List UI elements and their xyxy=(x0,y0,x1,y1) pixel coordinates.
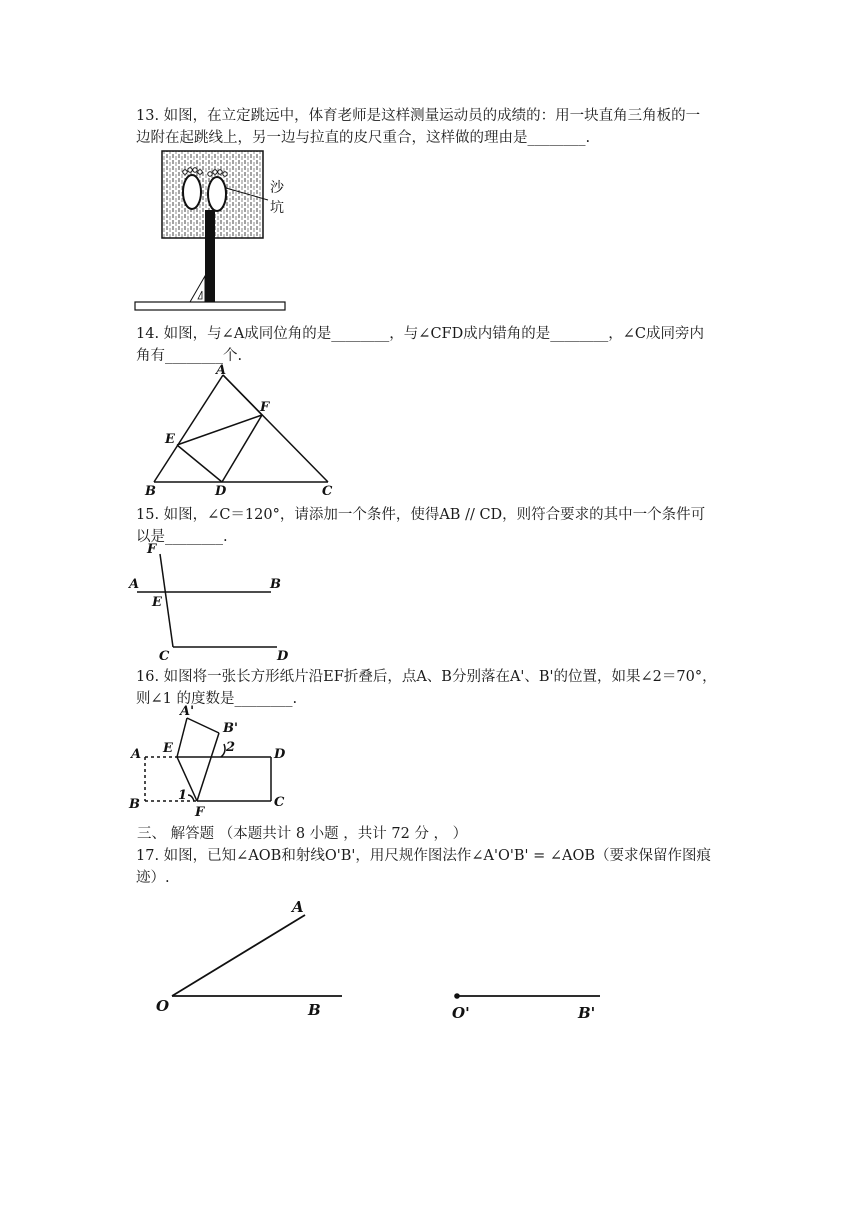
point-B-label: B xyxy=(145,484,156,499)
q16-folded-paper-figure xyxy=(125,700,305,824)
point-A-label: A xyxy=(129,577,140,592)
point-C-label: C xyxy=(159,649,170,664)
q16-text-line1: 16. 如图将一张长方形纸片沿EF折叠后，点A、B分别落在A'、B'的位置，如果∠2＝70°， xyxy=(136,669,717,685)
point-F-label: F xyxy=(147,542,157,557)
point-A-label: A xyxy=(216,363,227,378)
angle-1-label: 1 xyxy=(178,788,188,803)
point-B-label: B xyxy=(308,1001,321,1019)
point-O-label: O xyxy=(156,997,170,1015)
take-off-board xyxy=(135,302,285,310)
point-C-label: C xyxy=(322,484,333,499)
tape-measure xyxy=(205,210,215,302)
point-O-prime-dot xyxy=(454,993,460,999)
q17-text-line2: 迹）. xyxy=(136,870,170,886)
point-O-prime-label: O' xyxy=(452,1004,470,1022)
q15-parallel-lines-figure xyxy=(125,540,305,664)
point-F-label: F xyxy=(260,400,270,415)
point-A-label: A xyxy=(131,747,142,762)
point-D-label: D xyxy=(274,747,286,762)
q15-text-line1: 15. 如图，∠C＝120°，请添加一个条件，使得AB // CD，则符合要求的其中一个条件可 xyxy=(136,507,706,523)
point-E-label: E xyxy=(152,595,162,610)
point-B-prime-label: B' xyxy=(578,1004,596,1022)
q16-text-line2: 则∠1 的度数是________. xyxy=(136,691,298,707)
q14-triangle-figure xyxy=(140,360,340,500)
point-E-label: E xyxy=(165,432,175,447)
q17-angle-construction-figure xyxy=(150,890,610,1030)
sand-pit-label-bottom: 坑 xyxy=(270,200,284,216)
sand-pit-label-top: 沙 xyxy=(270,180,284,196)
angle-2-label: 2 xyxy=(226,740,236,755)
q14-text-line2: 角有________个. xyxy=(136,348,243,364)
q13-text-line1: 13. 如图，在立定跳远中，体育老师是这样测量运动员的成绩的：用一块直角三角板的一 xyxy=(136,108,701,124)
q15-text-line2: 以是________. xyxy=(136,529,228,545)
section-3-heading: 三、 解答题 （本题共计 8 小题 ，共计 72 分 ， ） xyxy=(137,826,468,842)
point-D-label: D xyxy=(277,649,289,664)
q13-text-line2: 边附在起跳线上，另一边与拉直的皮尺重合，这样做的理由是________. xyxy=(136,130,591,146)
point-C-label: C xyxy=(274,795,285,810)
point-B-label: B xyxy=(129,797,140,812)
q13-long-jump-figure xyxy=(130,148,300,314)
point-D-label: D xyxy=(215,484,227,499)
point-B-label: B xyxy=(270,577,281,592)
point-E-label: E xyxy=(163,741,173,756)
set-square xyxy=(190,276,205,302)
q17-text-line1: 17. 如图，已知∠AOB和射线O'B'，用尺规作图法作∠A'O'B' = ∠AOB（要求保留作图痕 xyxy=(136,848,711,864)
point-B-prime-label: B' xyxy=(223,721,238,736)
point-A-label: A xyxy=(292,898,304,916)
point-A-prime-label: A' xyxy=(180,704,195,719)
point-F-label: F xyxy=(195,805,205,820)
q14-text-line1: 14. 如图，与∠A成同位角的是________，与∠CFD成内错角的是________，∠C成同旁内 xyxy=(136,326,704,342)
